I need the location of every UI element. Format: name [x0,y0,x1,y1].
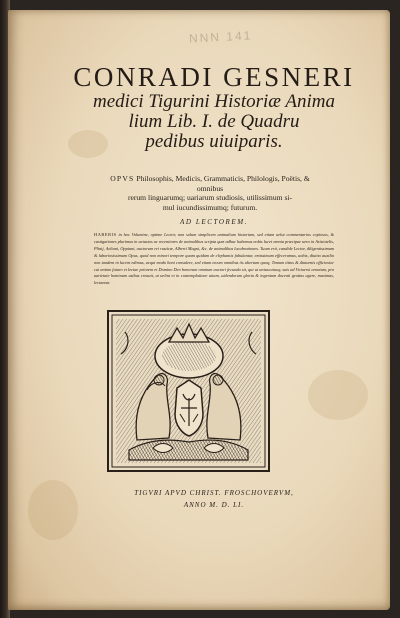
subtitle [100,174,320,212]
title-line: medici Tigurini Historiæ Anima [93,91,335,112]
subtitle-line: mul iucundissimumq; futurum. [162,202,258,212]
imprint-line: ANNO M. D. LI. [183,500,245,509]
imprint-line: TIGVRI APVD CHRIST. FROSCHOVERVM, [134,489,294,497]
subtitle-line [100,174,320,193]
imprint [48,488,380,511]
page-title: CONRADI GESNERI [73,62,355,92]
title-page [8,10,390,610]
shelfmark: NNN 141 [188,28,253,46]
title-body [48,92,380,152]
preface-heading: AD LECTOREM. [179,218,249,226]
preface-initial: HABEBIS [94,232,117,237]
preface-text [94,232,334,287]
printers-device-woodcut [107,310,270,472]
preface-body: in hoc Volumine, optime Lector, non solum simplicem animalium historiam, sed etiam uelut commentarios copiosos, & castigationes plurimas in uetustos ac recentiores de animalibus scripta quæ adhuc habemus nobis lucet omnia præcipue uero in Aristotelis, Plinij, Aeliani, Oppiani, auctorum rei rusticæ, Alberti Magni, &c. de animalibus lucubrationes. Tuum erit, candide Lector, diligentissimum & laboriosissimum Opus, quod non minori tempore quam quidam de elephantis fabulantur, emissimum effeceramus, uobis, diuino auxilio non tandem in lucem edimus, aequi modo boni consulere, sed etiam tecum omnibus iis altertum quoq; Tomum titius & diuturnis officiosior cui animo futuro et lectae priorem et Domino Deo bonorum omnium auctori fecunda sit, qui ut uniuscuiusq; suis ad Vniuersi ornatum, pro uarietate hominum usibus creauit, ut uelint et in contemplatione uitam, uidendorum gloria & ingenium docenti gratias agere, maximas, lectantur. [94,232,335,286]
subtitle-line: rerum linguarumq; uariarum studiosis, utilissimum si- [127,193,293,203]
title-line: pedibus uiuiparis. [145,131,283,152]
subtitle-line-text: Philosophis, Medicis, Grammaticis, Philologis, Poëtis, & omnibus [136,174,310,193]
paper-stain [308,370,368,420]
subtitle-lead: OPVS [110,174,135,183]
title-line: lium Lib. I. de Quadru [128,111,300,132]
